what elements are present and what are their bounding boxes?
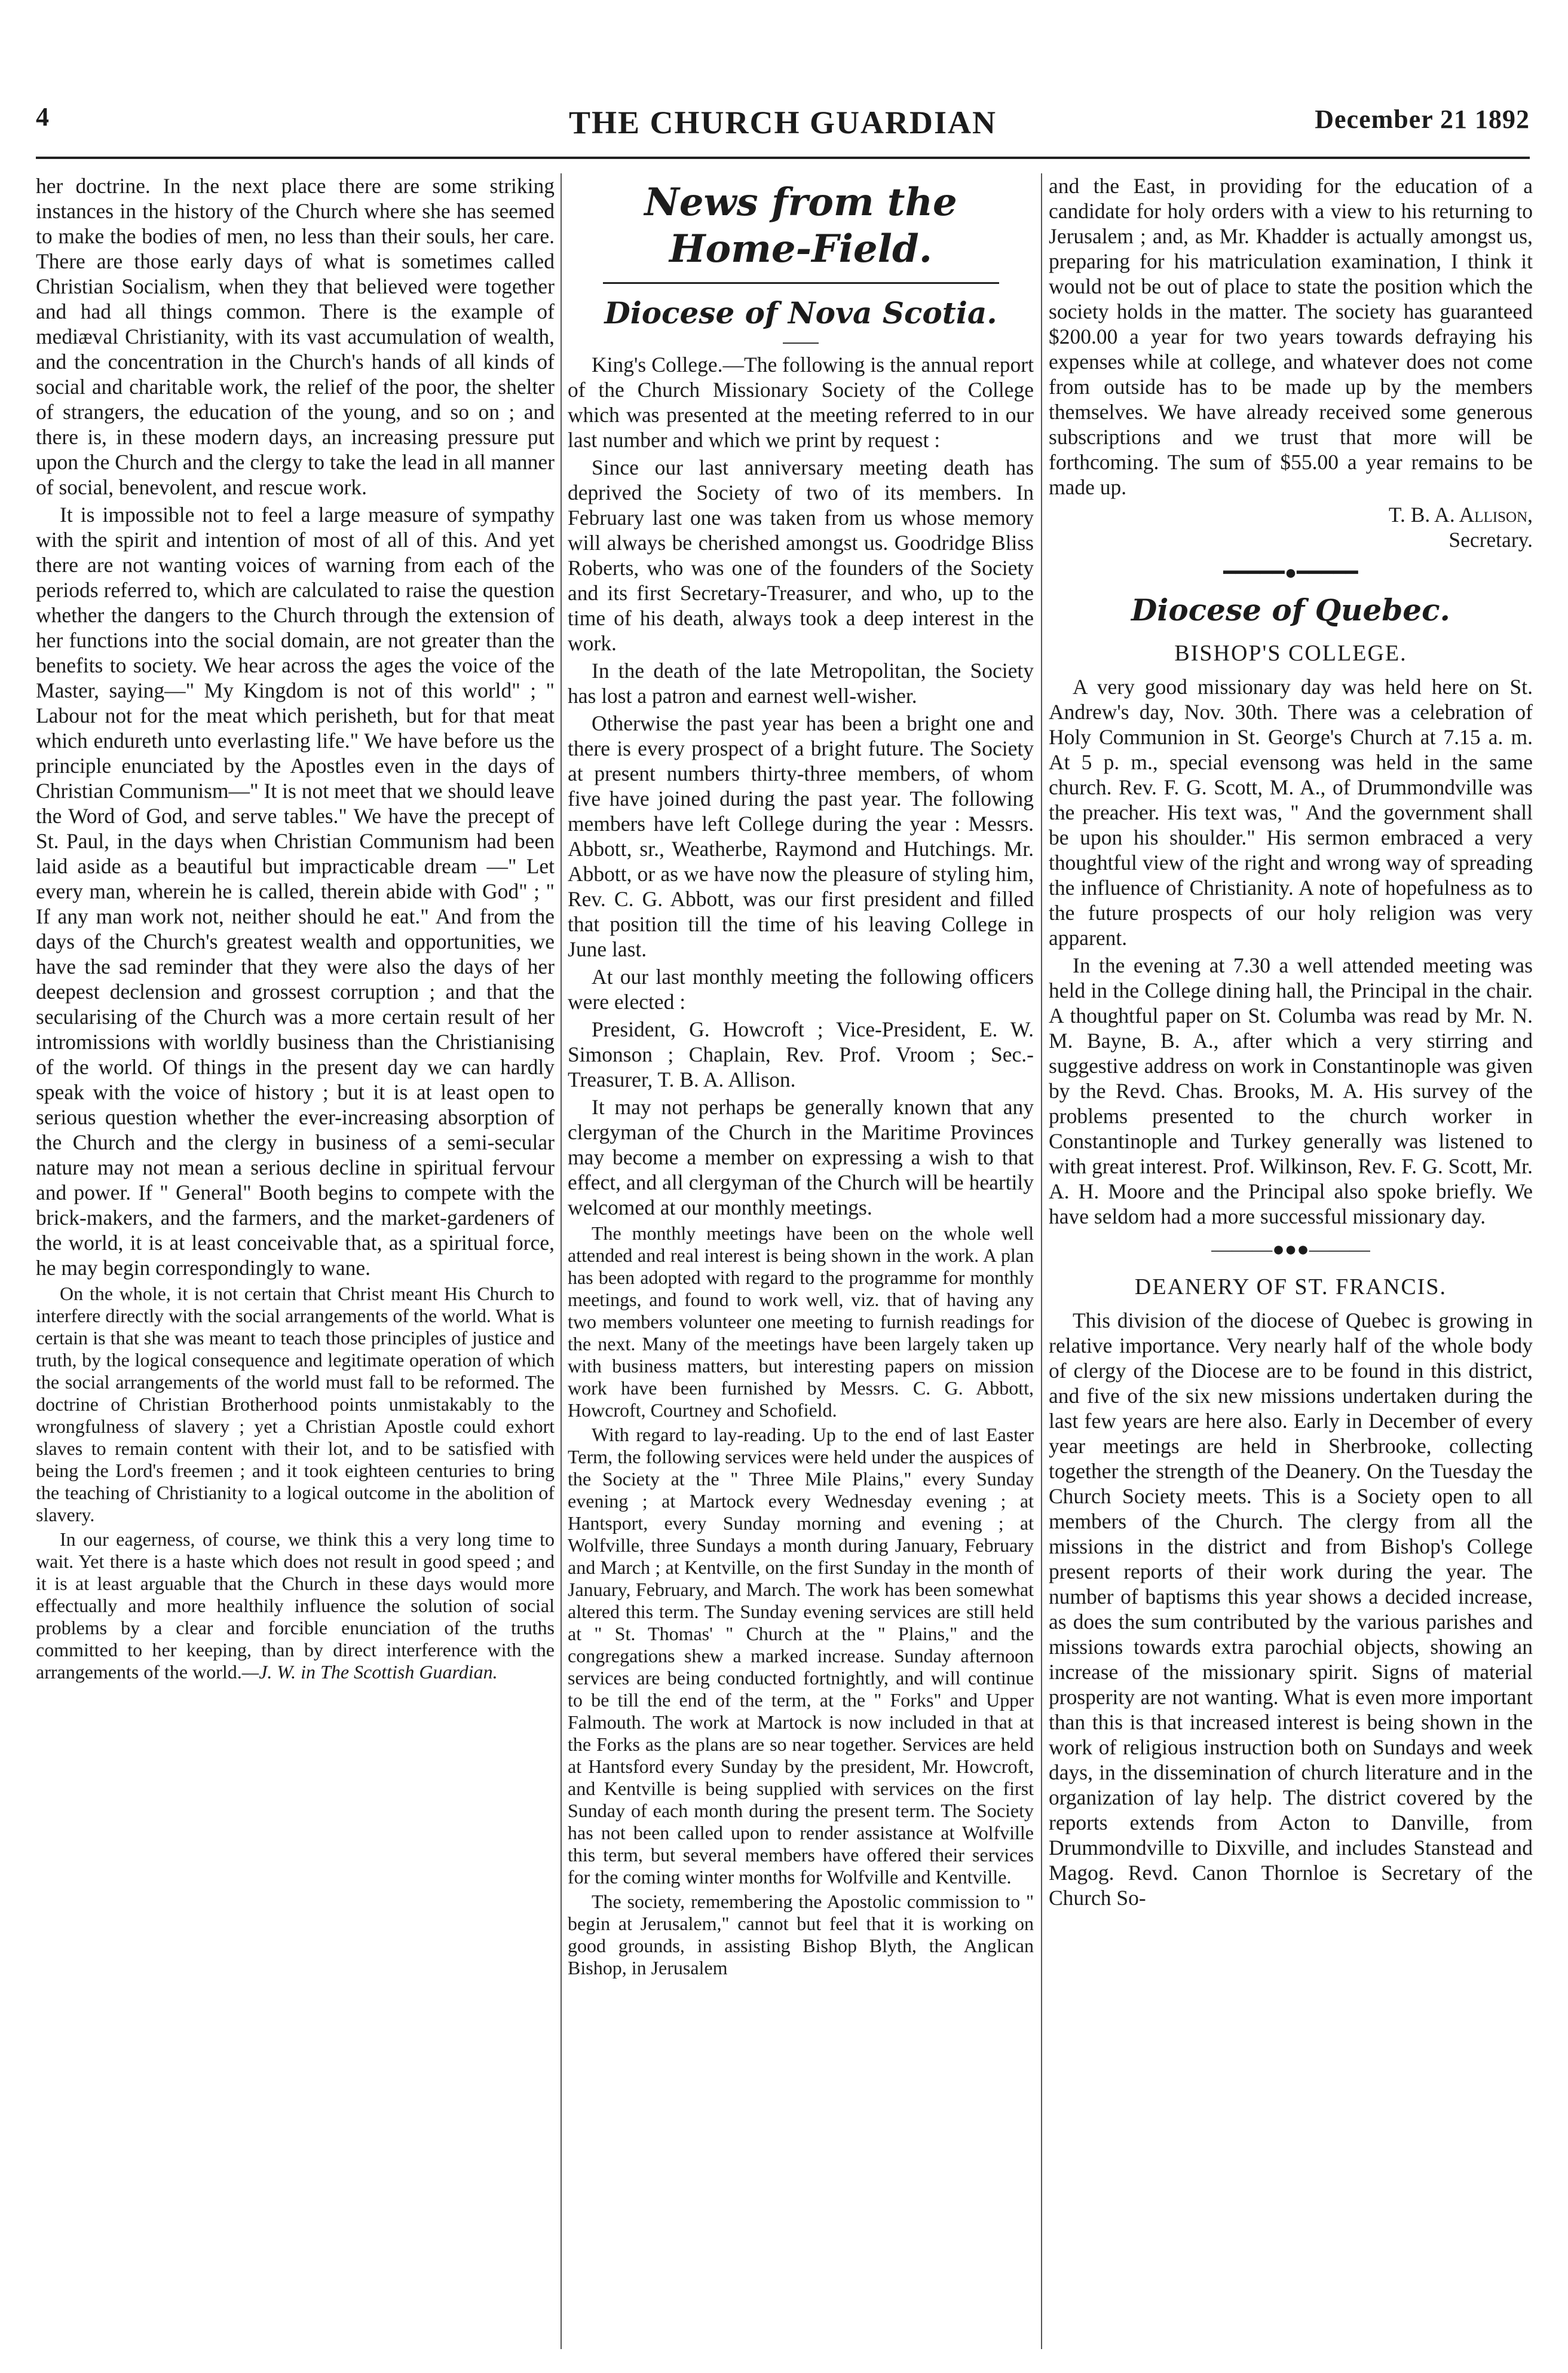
article-attribution: —J. W. in The Scottish Guardian. bbox=[241, 1661, 498, 1683]
article-paragraph: Otherwise the past year has been a bright one and there is every prospect of a bright future. The Society at present numbers thirty-three members, of whom five have joined during the past year. The following members have left College during the year : Messrs. Abbott, sr., Weatherbe, Raymond and Hutchings. Mr. Abbott, or as we have now the pleasure of styling him, Rev. C. G. Abbott, was our first president and filled that position till the time of his leaving College in June last. bbox=[568, 711, 1034, 961]
article-paragraph: This division of the diocese of Quebec is growing in relative importance. Very nearly half of the whole body of clergy of the Diocese are to be found in this district, and five of the six new missions undertaken during the last few years are here also. Early in December of every year meetings are held in Sherbrooke, collecting together the strength of the Deanery. On the Tuesday the Church Society meets. This is a Society open to all members of the Church. The clergy from all the missions in the district and from Bishop's College present reports of their work during the year. The number of baptisms this year shows a decided increase, as does the sum contributed by the various parishes and missions towards extra parochial objects, showing an increase of the missionary spirit. Signs of material prosperity are not wanting. What is even more important than this is that increased interest is being shown in the work of religious instruction both on Sundays and week days, in the dissemination of church literature and in the organization of lay help. The district covered by the reports extends from Acton to Danville, from Drummondville to Dixville, and includes Stanstead and Magog. Revd. Canon Thornloe is Secretary of the Church So- bbox=[1049, 1308, 1533, 1910]
section-masthead: News from the Home-Field. bbox=[644, 180, 957, 271]
article-paragraph: In the evening at 7.30 a well attended meeting was held in the College dining hall, the Principal in the chair. A thoughtful paper on St. Columba was read by Mr. N. M. Bayne, B. A., after which a very stirring and suggestive address on work in Constantinople was given by the Revd. Chas. Brooks, M. A. His survey of the problems presented to the church worker in Constantinople and Turkey generally was listened to with great interest. Prof. Wilkinson, Rev. F. G. Scott, Mr. A. H. Moore and the Principal also spoke briefly. We have seldom had a more successful missionary day. bbox=[1049, 953, 1533, 1228]
article-paragraph: Since our last anniversary meeting death has deprived the Society of two of its members. In February last one was taken from us whose memory will always be cherished amongst us. Goodridge Bliss Roberts, who was one of the founders of the Society and its first Secretary-Treasurer, and who, up to the time of his death, always took a deep interest in the work. bbox=[568, 455, 1034, 655]
article-paragraph: At our last monthly meeting the following officers were elected : bbox=[568, 965, 1034, 1014]
column-divider bbox=[1041, 173, 1042, 2349]
article-text: In our eagerness, of course, we think this a very long time to wait. Yet there is a haste which does not result in good speed ; and it is at least arguable that the Church in these days would more effectually and more healthily influence the solution of social problems by a clear and forcible enunciation of the truths committed to her keeping, than by direct interference with the arrangements of the world. bbox=[36, 1528, 555, 1683]
article-paragraph: her doctrine. In the next place there are some striking instances in the history of the Church where she has seemed to make the bodies of men, no less than their souls, her care. There are those early days of what is sometimes called Christian Socialism, when they that believed were together and had all things common. There is the example of mediæval Christianity, with its vast accumulation of wealth, and the concentration in the Church's hands of all kinds of social and charitable work, the relief of the poor, the shelter of strangers, the education of the young, and so on ; and there is, in these modern days, an increasing pressure put upon the Church and the clergy to take the lead in all manner of social, benevolent, and rescue work. bbox=[36, 174, 555, 499]
column-1 bbox=[36, 173, 555, 2349]
page-number: 4 bbox=[36, 102, 49, 132]
page-header bbox=[36, 102, 1530, 155]
article-paragraph: The monthly meetings have been on the whole well attended and real interest is being shown in the work. A plan has been adopted with regard to the programme for monthly meetings, and found to work well, viz. that of having any two members volunteer one meeting to furnish readings for the next. Many of the meetings have been largely taken up with business matters, but interesting papers on mission work have been furnished by Messrs. C. G. Abbott, Howcroft, Courtney and Schofield. bbox=[568, 1222, 1034, 1421]
section-rule bbox=[603, 282, 999, 284]
article-paragraph: On the whole, it is not certain that Christ meant His Church to interfere directly with the social arrangements of the world. What is certain is that she was meant to teach those principles of justice and truth, by the logical consequence and legitimate operation of which the social arrangements of the world must fall to be reformed. The doctrine of Christian Brotherhood points unmistakably to the wrongfulness of slavery ; yet a Christian Apostle could exhort slaves to remain content with their lot, and to be satisfied with being the Lord's freemen ; and it took eighteen centuries to bring the teaching of Christianity to a logical outcome in the abolition of slavery. bbox=[36, 1283, 555, 1525]
diocese-heading: Diocese of Nova Scotia. bbox=[604, 295, 997, 331]
article-paragraph: It is impossible not to feel a large measure of sympathy with the spirit and intention of most of all of this. And yet there are not wanting voices of warning from each of the periods referred to, which are calculated to raise the question whether the dangers to the Church through the extension of her functions into the social domain, are not greater than the benefits to society. We hear across the ages the voice of the Master, saying—" My Kingdom is not of this world" ; " Labour not for the meat which perisheth, but for that meat which endureth unto everlasting life." We have before us the principle enunciated by the Apostles even in the days of Christian Communism—" It is not meet that we should leave the Word of God, and serve tables." We have the precept of St. Paul, in the days when Christian Communism had been laid aside as a beautiful but impracticable dream —" Let every man, wherein he is called, therein abide with God" ; " If any man work not, neither should he eat." And from the days of the Church's greatest wealth and opportunities, we have the sad reminder that they were also the days of her deepest declension and grossest corruption ; and that the secularising of the Church was a more certain result of her intromissions with worldly business than the Christianising of the world. Of things in the present day we can hardly speak with the voice of history ; but it is at least open to serious question whether the ever-increasing absorption of the Church and the clergy in business of a semi-secular nature may not mean a serious decline in spiritual fervour and power. If " General" Booth begins to compete with the brick-makers, and the farmers, and the market-gardeners of the world, it is at least conceivable that, as a spiritual force, he may begin correspondingly to wane. bbox=[36, 503, 555, 1280]
article-paragraph bbox=[36, 1528, 555, 1683]
newspaper-title: THE CHURCH GUARDIAN bbox=[568, 105, 997, 140]
signature: T. B. A. Allison, bbox=[1388, 503, 1533, 527]
header-rule bbox=[36, 157, 1530, 159]
ornament-divider: ———●●●——— bbox=[1211, 1239, 1370, 1261]
article-paragraph: and the East, in providing for the education of a candidate for holy orders with a view to his returning to Jerusalem ; and, as Mr. Khadder is actually amongst us, preparing for his matriculation examination, I think it would not be out of place to state the position which the society holds in the matter. The society has guaranteed $200.00 a year for two years towards defraying his expenses while at college, and whatever does not come from outside has to be made up by the members themselves. We have already received some generous subscriptions and we trust that more will be forthcoming. The sum of $55.00 a year remains to be made up. bbox=[1049, 174, 1533, 499]
ornament-divider: ━━━━━●━━━━━ bbox=[1223, 562, 1358, 584]
column-3 bbox=[1049, 173, 1533, 2349]
article-paragraph: It may not perhaps be generally known that any clergyman of the Church in the Maritime Provinces may become a member on expressing a wish to that effect, and all clergyman of the Church will be heartily welcomed at our monthly meetings. bbox=[568, 1095, 1034, 1219]
officers-list: President, G. Howcroft ; Vice-President, E. W. Simonson ; Chaplain, Rev. Prof. Vroom ; Sec.-Treasurer, T. B. A. Allison. bbox=[568, 1017, 1034, 1091]
column-divider bbox=[561, 173, 562, 2349]
article-paragraph: A very good missionary day was held here on St. Andrew's day, Nov. 30th. There was a celebration of Holy Communion in St. George's Church at 7.15 a. m. At 5 p. m., special evensong was held in the same church. Rev. F. G. Scott, M. A., of Drummondville was the preacher. His text was, " And the government shall be upon his shoulder." His sermon embraced a very thoughtful view of the right and wrong way of spreading the influence of Christianity. A note of hopefulness as to the future prospects of our holy religion was very apparent. bbox=[1049, 675, 1533, 950]
article-paragraph: With regard to lay-reading. Up to the end of last Easter Term, the following services were held under the auspices of the Society at the " Three Mile Plains," every Sunday evening ; at Martock every Wednesday evening ; at Hantsport, every Sunday morning and evening ; at Wolfville, three Sundays a month during January, February and March ; at Kentville, on the first Sunday in the month of January, February, and March. The work has been somewhat altered this term. The Sunday evening services are still held at " St. Thomas' " Church at the " Plains," and the congregations shew a marked increase. Sunday afternoon services are being conducted fortnightly, and will continue to be till the end of the term, at the " Forks" and Upper Falmouth. The work at Martock is now included in that at the Forks as the plans are so near together. Services are held at Hantsford every Sunday by the president, Mr. Howcroft, and Kentville is being supplied with services on the first Sunday of each month during the present term. The Society has not been called upon to render assistance at Wolfville this term, but several members have offered their services for the coming winter months for Wolfville and Kentville. bbox=[568, 1424, 1034, 1888]
article-paragraph: The society, remembering the Apostolic commission to " begin at Jerusalem," cannot but feel that it is working on good grounds, in assisting Bishop Blyth, the Anglican Bishop, in Jerusalem bbox=[568, 1891, 1034, 1978]
column-2 bbox=[568, 173, 1034, 2349]
article-paragraph: In the death of the late Metropolitan, the Society has lost a patron and earnest well-wisher. bbox=[568, 659, 1034, 708]
signature-title: Secretary. bbox=[1448, 528, 1533, 552]
section-heading: DEANERY OF ST. FRANCIS. bbox=[1134, 1274, 1447, 1299]
section-heading: BISHOP'S COLLEGE. bbox=[1174, 641, 1407, 666]
article-paragraph: King's College.—The following is the annual report of the Church Missionary Society of the College which was presented at the meeting referred to in our last number and which we print by request : bbox=[568, 353, 1034, 452]
short-rule bbox=[783, 343, 819, 344]
issue-date: December 21 1892 bbox=[1315, 105, 1530, 134]
diocese-heading: Diocese of Quebec. bbox=[1131, 592, 1450, 628]
